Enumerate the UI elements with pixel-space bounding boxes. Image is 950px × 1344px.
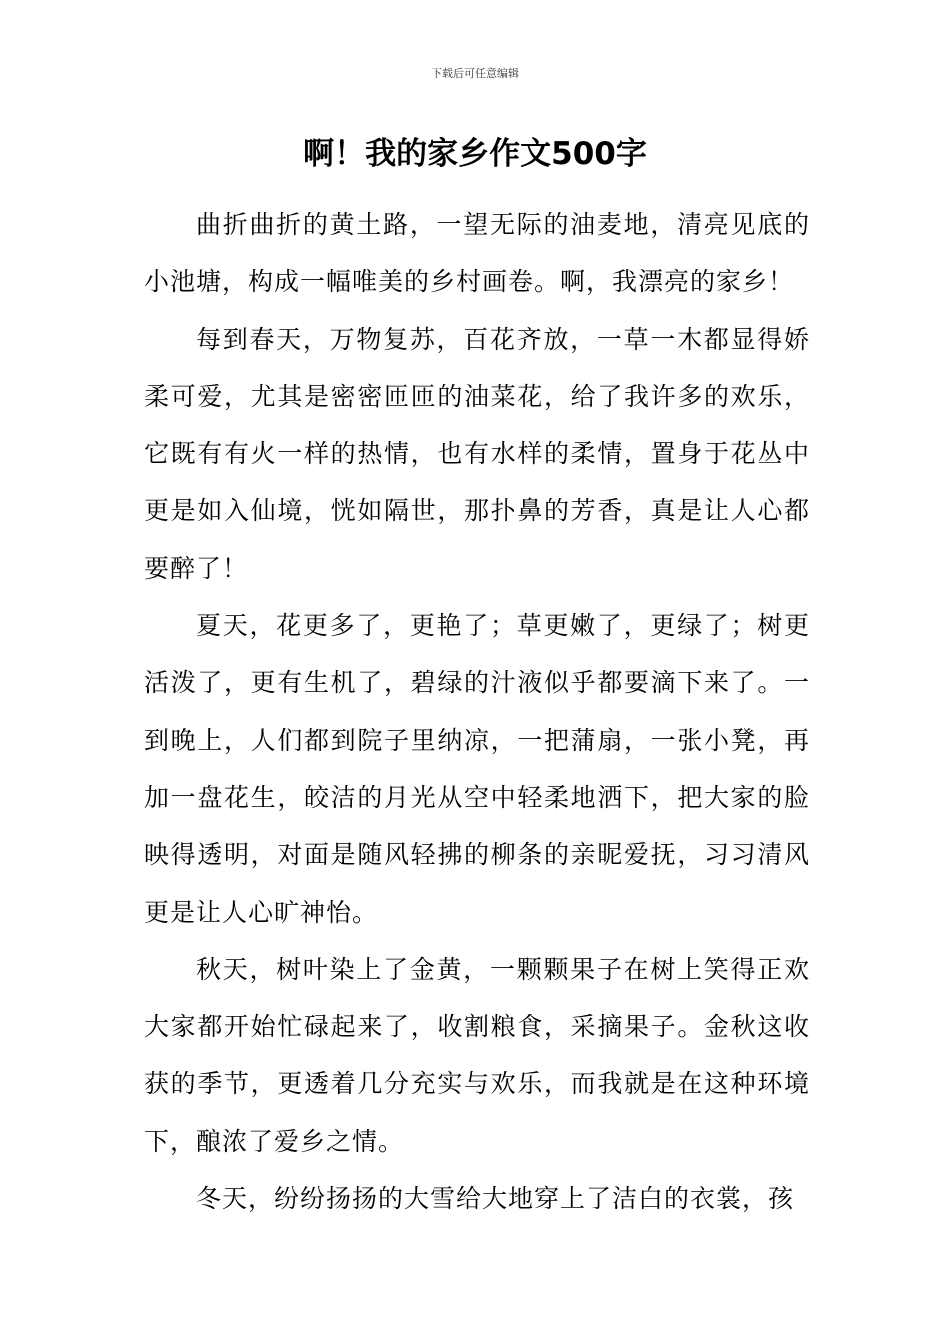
essay-body xyxy=(144,196,810,1227)
paragraph-winter: 冬天，纷纷扬扬的大雪给大地穿上了洁白的衣裳，孩 xyxy=(196,1184,795,1214)
paragraph-summer: 夏天，花更多了，更艳了；草更嫩了，更绿了；树更活泼了，更有生机了，碧绿的汁液似乎都要滴下来了。一到晚上，人们都到院子里纳凉，一把蒲扇，一张小凳，再加一盘花生，皎洁的月光从空中轻柔地洒下，把大家的脸映得透明，对面是随风轻拂的柳条的亲昵爱抚，习习清风更是让人心旷神怡。 xyxy=(144,611,810,927)
page-title: 啊！我的家乡作文500字 xyxy=(303,136,647,172)
header-note: 下载后可任意编辑 xyxy=(431,67,519,80)
paragraph-intro: 曲折曲折的黄土路，一望无际的油麦地，清亮见底的小池塘，构成一幅唯美的乡村画卷。啊，我漂亮的家乡！ xyxy=(144,210,810,297)
paragraph-spring: 每到春天，万物复苏，百花齐放，一草一木都显得娇柔可爱，尤其是密密匝匝的油菜花，给了我许多的欢乐，它既有有火一样的热情，也有水样的柔情，置身于花丛中更是如入仙境，恍如隔世，那扑鼻的芳香，真是让人心都要醉了！ xyxy=(144,324,810,583)
paragraph-autumn: 秋天，树叶染上了金黄，一颗颗果子在树上笑得正欢大家都开始忙碌起来了，收割粮食，采摘果子。金秋这收获的季节，更透着几分充实与欢乐，而我就是在这种环境下，酿浓了爱乡之情。 xyxy=(144,954,810,1156)
